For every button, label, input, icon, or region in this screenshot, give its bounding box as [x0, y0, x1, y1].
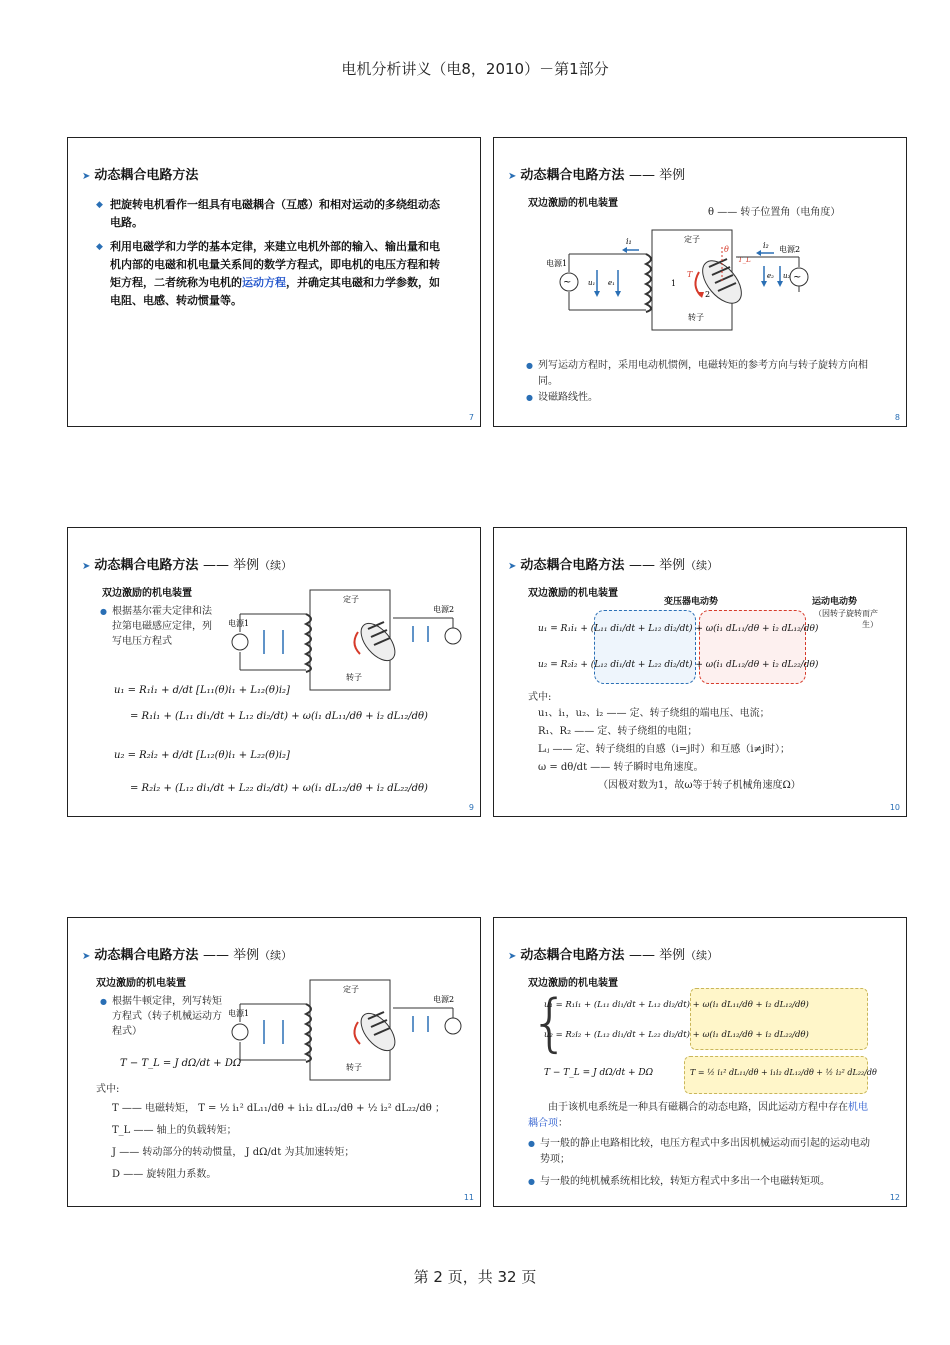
motional-emf-note: （因转子旋转而产生）	[814, 609, 878, 629]
page-number: 12	[889, 1193, 900, 1202]
e1-label: e₁	[608, 279, 615, 287]
para-tail: ：	[558, 1118, 568, 1129]
page-number: 8	[894, 413, 900, 422]
section-heading: 双边激励的机电装置	[96, 978, 186, 989]
equation-4: T = ½ i₁² dL₁₁/dθ + i₁i₂ dL₁₂/dθ + ½ i₂² dL₂₂/dθ	[690, 1068, 877, 1077]
stator-label: 定子	[343, 595, 359, 604]
slide-subtitle: —— 举例	[628, 558, 686, 573]
section-heading: 双边激励的机电装置	[528, 978, 618, 989]
slide-cont: （续）	[259, 559, 293, 572]
svg-text:~: ~	[793, 272, 802, 283]
slide-subtitle: —— 举例	[628, 948, 686, 963]
page-number: 10	[889, 803, 900, 812]
slide-cont: （续）	[259, 949, 293, 962]
bullet-item: ● 根据牛顿定律，列写转矩方程式（转子机械运动方程式）	[100, 994, 224, 1039]
definitions	[538, 705, 898, 795]
source2-label: 电源2	[779, 245, 801, 254]
u2-label: u₂	[783, 272, 791, 280]
slide-title	[508, 164, 685, 183]
transformer-emf-label: 变压器电动势	[664, 597, 719, 607]
where-label: 式中:	[528, 692, 552, 703]
machine-diagram-mini	[228, 582, 478, 692]
machine-diagram-mini	[228, 972, 478, 1082]
document-footer: 第 2 页，共 32 页	[413, 1268, 537, 1286]
motional-emf-box	[699, 610, 806, 684]
slide-subtitle: —— 举例	[202, 558, 260, 573]
slide-7	[67, 137, 481, 427]
highlight-term: 运动方程	[242, 276, 286, 289]
slide-9	[67, 527, 481, 817]
current-i1	[622, 237, 639, 253]
where-label: 式中:	[96, 1084, 120, 1095]
i2-label: i₂	[763, 241, 769, 250]
bullet-item: ◆ 把旋转电机看作一组具有电磁耦合（互感）和相对运动的多绕组动态电路。	[96, 196, 446, 232]
bullet-item	[96, 238, 446, 310]
arrow-icon: ➤	[508, 951, 517, 962]
page-number: 7	[468, 413, 474, 422]
source2-label: 电源2	[433, 605, 455, 614]
source1-label: 电源1	[228, 1009, 250, 1018]
machine-diagram	[546, 222, 834, 337]
slide-8	[493, 137, 907, 427]
highlight-box	[690, 988, 868, 1050]
definition-line: R₁、R₂ —— 定、转子绕组的电阻；	[538, 726, 698, 737]
e2-label: e₂	[767, 272, 774, 280]
slide-cont: （续）	[685, 949, 719, 962]
definition-line: Lᵢⱼ —— 定、转子绕组的自感（i=j时）和互感（i≠j时）；	[538, 744, 791, 755]
bullet-item: ● 根据基尔霍夫定律和法拉第电磁感应定律，列写电压方程式	[100, 604, 220, 649]
i1-label: i₁	[626, 237, 632, 246]
u1-label: u₁	[588, 279, 596, 287]
theta-label: θ	[724, 245, 729, 254]
highlight-term: 机电耦合项	[528, 1102, 868, 1129]
slide-10	[493, 527, 907, 817]
arrow-icon: ➤	[508, 561, 517, 572]
page-number: 9	[468, 803, 474, 812]
arrow-icon: ➤	[82, 951, 91, 962]
equation-1: u₁ = R₁i₁ + d/dt [L₁₁(θ)i₁ + L₁₂(θ)i₂]	[114, 685, 290, 696]
bullet-item: ● 设磁路线性。	[526, 390, 886, 406]
para-text: 由于该机电系统是一种具有磁耦合的动态电路，因此运动方程中存在	[548, 1102, 848, 1113]
slide-title-text: 动态耦合电路方法	[94, 558, 199, 573]
arrow-icon: ➤	[82, 171, 91, 182]
definition-line: T —— 电磁转矩， T = ½ i₁² dL₁₁/dθ + i₁i₂ dL₁₂/dθ + ½ i₂² dL₂₂/dθ ；	[112, 1103, 445, 1114]
equation-2: u₂ = R₂i₂ + (L₁₂ di₁/dt + L₂₂ di₂/dt) + ω(i₁ dL₁₂/dθ + i₂ dL₂₂/dθ)	[544, 1030, 809, 1040]
rotor-label: 转子	[346, 673, 362, 682]
brace-icon: {	[530, 986, 570, 1059]
slide-title	[508, 944, 718, 963]
node-1-label: 1	[671, 279, 677, 288]
rotor-label: 转子	[688, 313, 704, 322]
definition-line: J —— 转动部分的转动惯量， J dΩ/dt 为其加速转矩；	[112, 1147, 355, 1158]
transformer-emf-box	[594, 610, 696, 684]
motional-emf-label: 运动电动势	[812, 597, 858, 607]
svg-text:~: ~	[563, 277, 572, 288]
slide-11	[67, 917, 481, 1207]
equation-2: = R₁i₁ + (L₁₁ di₁/dt + L₁₂ di₂/dt) + ω(i₁ dL₁₁/dθ + i₂ dL₁₂/dθ)	[130, 711, 428, 722]
bullet-item: ● 与一般的静止电路相比较，电压方程式中多出因机械运动而引起的运动电动势项；	[528, 1136, 874, 1168]
definition-line: ω = dθ/dt —— 转子瞬时电角速度。	[538, 762, 704, 773]
slide-title-text: 动态耦合电路方法	[520, 948, 625, 963]
load-torque-label: T_L	[738, 256, 751, 264]
source1-label: 电源1	[228, 619, 250, 628]
source2	[736, 241, 808, 292]
slide-subtitle: —— 举例	[202, 948, 260, 963]
bullet-item: ● 列写运动方程时，采用电动机惯例，电磁转矩的参考方向与转子旋转方向相同。	[526, 358, 886, 390]
theta-note: θ —— 转子位置角（电角度）	[708, 207, 841, 218]
page-number: 11	[463, 1193, 474, 1202]
definition-line: T_L —— 轴上的负载转矩；	[112, 1125, 237, 1136]
equation-4: = R₂i₂ + (L₁₂ di₁/dt + L₂₂ di₂/dt) + ω(i₁ dL₁₂/dθ + i₂ dL₂₂/dθ)	[130, 783, 428, 794]
source1-label: 电源1	[546, 259, 568, 268]
slide-title-text: 动态耦合电路方法	[94, 168, 199, 183]
node-2-label: 2	[705, 290, 711, 299]
slide-title	[82, 554, 292, 573]
slide-title	[82, 944, 292, 963]
stator-coil	[614, 254, 651, 312]
slide-12	[493, 917, 907, 1207]
voltage-arrows	[588, 270, 621, 297]
definition-line: u₁、i₁，u₂、i₂ —— 定、转子绕组的端电压、电流；	[538, 708, 770, 719]
slide-title	[508, 554, 718, 573]
bullet-tail: ，并确定其电磁和力学参数，如电阻、电感、转动惯量等。	[110, 276, 440, 307]
source2-label: 电源2	[433, 995, 455, 1004]
slide-title-text: 动态耦合电路方法	[520, 558, 625, 573]
bullet-item: ● 与一般的纯机械系统相比较，转矩方程式中多出一个电磁转矩项。	[528, 1174, 874, 1190]
document-header: 电机分析讲义（电8，2010）－第1部分	[341, 60, 609, 78]
definition-note: （因极对数为1，故ω等于转子机械角速度Ω）	[598, 780, 801, 791]
arrow-icon: ➤	[82, 561, 91, 572]
equation-1: u₁ = R₁i₁ + (L₁₁ di₁/dt + L₁₂ di₂/dt) + ω(i₁ dL₁₁/dθ + i₂ dL₁₂/dθ)	[544, 1000, 809, 1010]
section-heading: 双边激励的机电装置	[528, 588, 618, 599]
slide-title-text: 动态耦合电路方法	[94, 948, 199, 963]
slide-title	[82, 164, 198, 183]
section-heading: 双边激励的机电装置	[102, 588, 192, 599]
arrow-icon: ➤	[508, 171, 517, 182]
torque-equation: T − T_L = J dΩ/dt + DΩ	[120, 1058, 242, 1069]
equation-3: u₂ = R₂i₂ + d/dt [L₁₂(θ)i₁ + L₂₂(θ)i₂]	[114, 750, 290, 761]
definition-line: D —— 旋转阻力系数。	[112, 1169, 217, 1180]
bullet-text: 利用电磁学和力学的基本定律，来建立电机外部的输入、输出量和电机内部的电磁和机电量关系间的数学方程式，即电机的电压方程和转矩方程，二者统称为电机的	[110, 240, 440, 289]
stator-label: 定子	[684, 235, 700, 244]
stator-label: 定子	[343, 985, 359, 994]
slide-cont: （续）	[685, 559, 719, 572]
slide-title-text: 动态耦合电路方法	[520, 168, 625, 183]
conclusion-paragraph	[528, 1100, 876, 1132]
section-heading: 双边激励的机电装置	[528, 198, 618, 209]
torque-label: T	[687, 270, 693, 279]
equation-3: T − T_L = J dΩ/dt + DΩ	[544, 1068, 654, 1078]
definitions	[112, 1098, 472, 1186]
rotor-label: 转子	[346, 1063, 362, 1072]
equation-1: u₁ = R₁i₁ + (L₁₁ di₁/dt + L₁₂ di₂/dt) + ω(i₁ dL₁₁/dθ + i₂ dL₁₂/dθ)	[538, 624, 819, 634]
equation-2: u₂ = R₂i₂ + (L₁₂ di₁/dt + L₂₂ di₂/dt) + ω(i₁ dL₁₂/dθ + i₂ dL₂₂/dθ)	[538, 660, 819, 670]
slide-subtitle: —— 举例	[628, 168, 686, 183]
source1	[546, 254, 614, 310]
